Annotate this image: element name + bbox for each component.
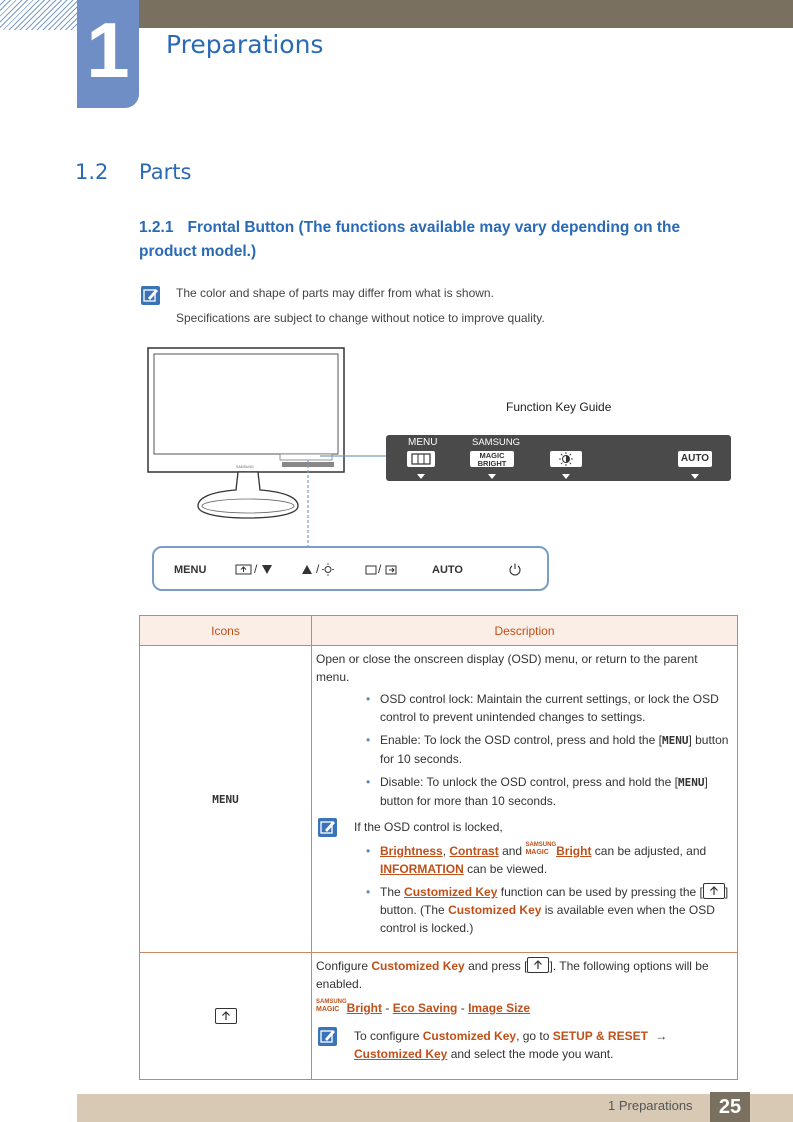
chapter-title: Preparations [166,30,324,59]
bullet-text: Enable: To lock the OSD control, press and hold the [ [380,733,662,747]
page-number: 25 [710,1092,750,1122]
bullet-text: The [380,885,401,899]
and-text: and [502,844,523,858]
note-text-1: The color and shape of parts may differ from what is shown. [176,286,494,300]
menu-description-cell [312,646,738,953]
strip-separator: / [378,562,382,576]
panel-auto-button: AUTO [678,451,712,467]
header-bar [139,0,793,28]
eco-saving-link[interactable]: Eco Saving [392,1001,458,1015]
customized-key-link[interactable]: Customized Key [354,1047,448,1061]
subsection-number: 1.2.1 [139,219,174,236]
list-item [354,883,729,937]
customized-key-icon [703,883,725,899]
setup-reset-text: SETUP & RESET [552,1029,648,1043]
customized-key-text: Customized Key [448,903,542,917]
options-line [316,999,729,1017]
desc-text: Configure [316,959,369,973]
bullet-text: ] button for 10 seconds. [380,733,729,766]
chevron-down-icon [488,474,496,479]
note-text: , go to [516,1029,550,1043]
bullet-text: is available even when the OSD control is locked.) [380,903,715,935]
subsection-heading [139,216,729,264]
bullet-text: ] button for more than 10 seconds. [380,775,708,808]
source-icon [364,561,404,577]
menu-icon-cell [140,646,312,953]
strip-menu-label: MENU [174,564,207,576]
list-item: • OSD control lock: Maintain the current settings, or lock the OSD control to prevent unintended changes to settings. [354,690,729,726]
comma-text: , [442,844,447,858]
table-row [140,646,738,953]
menu-key-label: MENU [661,734,689,747]
note-text-2: Specifications are subject to change without notice to improve quality. [176,311,545,325]
power-icon [508,562,522,576]
icons-description-table [139,615,738,1080]
desc-text: ]. The following options will be enabled. [316,959,709,991]
dash-text: - [460,1001,465,1015]
bullet-text: can be adjusted, and [594,844,707,858]
note-icon [141,286,160,305]
function-key-guide-label: Function Key Guide [506,400,612,414]
list-item [354,731,729,768]
bright-link[interactable]: Bright [556,844,592,858]
table-header-row [140,616,738,646]
svg-text:SAMSUNG: SAMSUNG [236,465,254,469]
panel-menu-label: MENU [408,437,438,448]
magic-text: MAGIC [525,849,549,856]
strip-separator: / [316,562,320,576]
arrow-right-icon: → [655,1029,668,1043]
chevron-down-icon [562,474,570,479]
magic-bright-icon [470,451,514,467]
information-link[interactable]: INFORMATION [380,862,464,876]
menu-icon [407,451,435,467]
customized-key-text: Customized Key [422,1029,517,1043]
function-key-guide-panel [386,435,731,481]
section-number: 1.2 [75,160,109,184]
bullet-text: function can be used by pressing the [ [500,885,703,899]
customized-key-text: Customized Key [371,959,465,973]
customized-key-icon-cell [140,953,312,1080]
brightness-icon [550,451,582,467]
configure-line [316,957,729,993]
menu-intro: Open or close the onscreen display (OSD) menu, or return to the parent menu. [316,652,698,684]
note-icon [318,818,337,837]
note-text: To configure [354,1029,420,1043]
samsung-text: SAMSUNG [525,842,557,848]
subsection-title: Frontal Button (The functions available may vary depending on the product model.) [139,219,681,260]
panel-samsung-label: SAMSUNG [472,437,521,448]
front-button-strip [152,546,549,591]
table-row [140,953,738,1080]
bullet-text: ] button. (The [380,885,729,917]
customized-key-icon [527,957,549,973]
bullet-text: can be viewed. [467,862,548,876]
bullet-text: Disable: To unlock the OSD control, press and hold the [ [380,775,678,789]
header-hatch-decoration [0,0,78,30]
samsung-text: SAMSUNG [316,999,347,1005]
chevron-down-icon [691,474,699,479]
footer-chapter-text: 1 Preparations [608,1098,693,1113]
samsung-magic-logo [525,842,556,856]
list-item [354,842,729,878]
note-icon [318,1027,337,1046]
magic-text: MAGIC [316,1006,340,1013]
strip-auto-label: AUTO [432,564,463,576]
image-size-link[interactable]: Image Size [468,1001,531,1015]
customized-key-description-cell [312,953,738,1080]
strip-separator: / [254,562,258,576]
list-item [354,773,729,810]
samsung-magic-logo [316,999,347,1013]
note-text: and select the mode you want. [450,1047,614,1061]
customized-key-link[interactable]: Customized Key [404,885,498,899]
locked-note: If the OSD control is locked, [354,820,503,834]
desc-text: and press [ [468,959,528,973]
menu-icon-label: MENU [212,793,239,806]
configure-note [316,1027,729,1063]
bright-link[interactable]: Bright [346,1001,382,1015]
up-brightness-icon [300,561,340,577]
panel-magic-text: MAGIC [479,451,505,460]
connector-lines [300,440,400,550]
customized-key-icon [215,1008,237,1024]
chapter-number-tab: 1 [77,0,139,108]
section-title: Parts [139,160,192,184]
table-header-description: Description [312,616,738,646]
contrast-link[interactable]: Contrast [449,844,499,858]
brightness-link[interactable]: Brightness [380,844,443,858]
chevron-down-icon [417,474,425,479]
table-header-icons: Icons [140,616,312,646]
dash-text: - [385,1001,390,1015]
menu-key-label: MENU [677,776,705,789]
panel-bright-text: BRIGHT [477,458,507,468]
